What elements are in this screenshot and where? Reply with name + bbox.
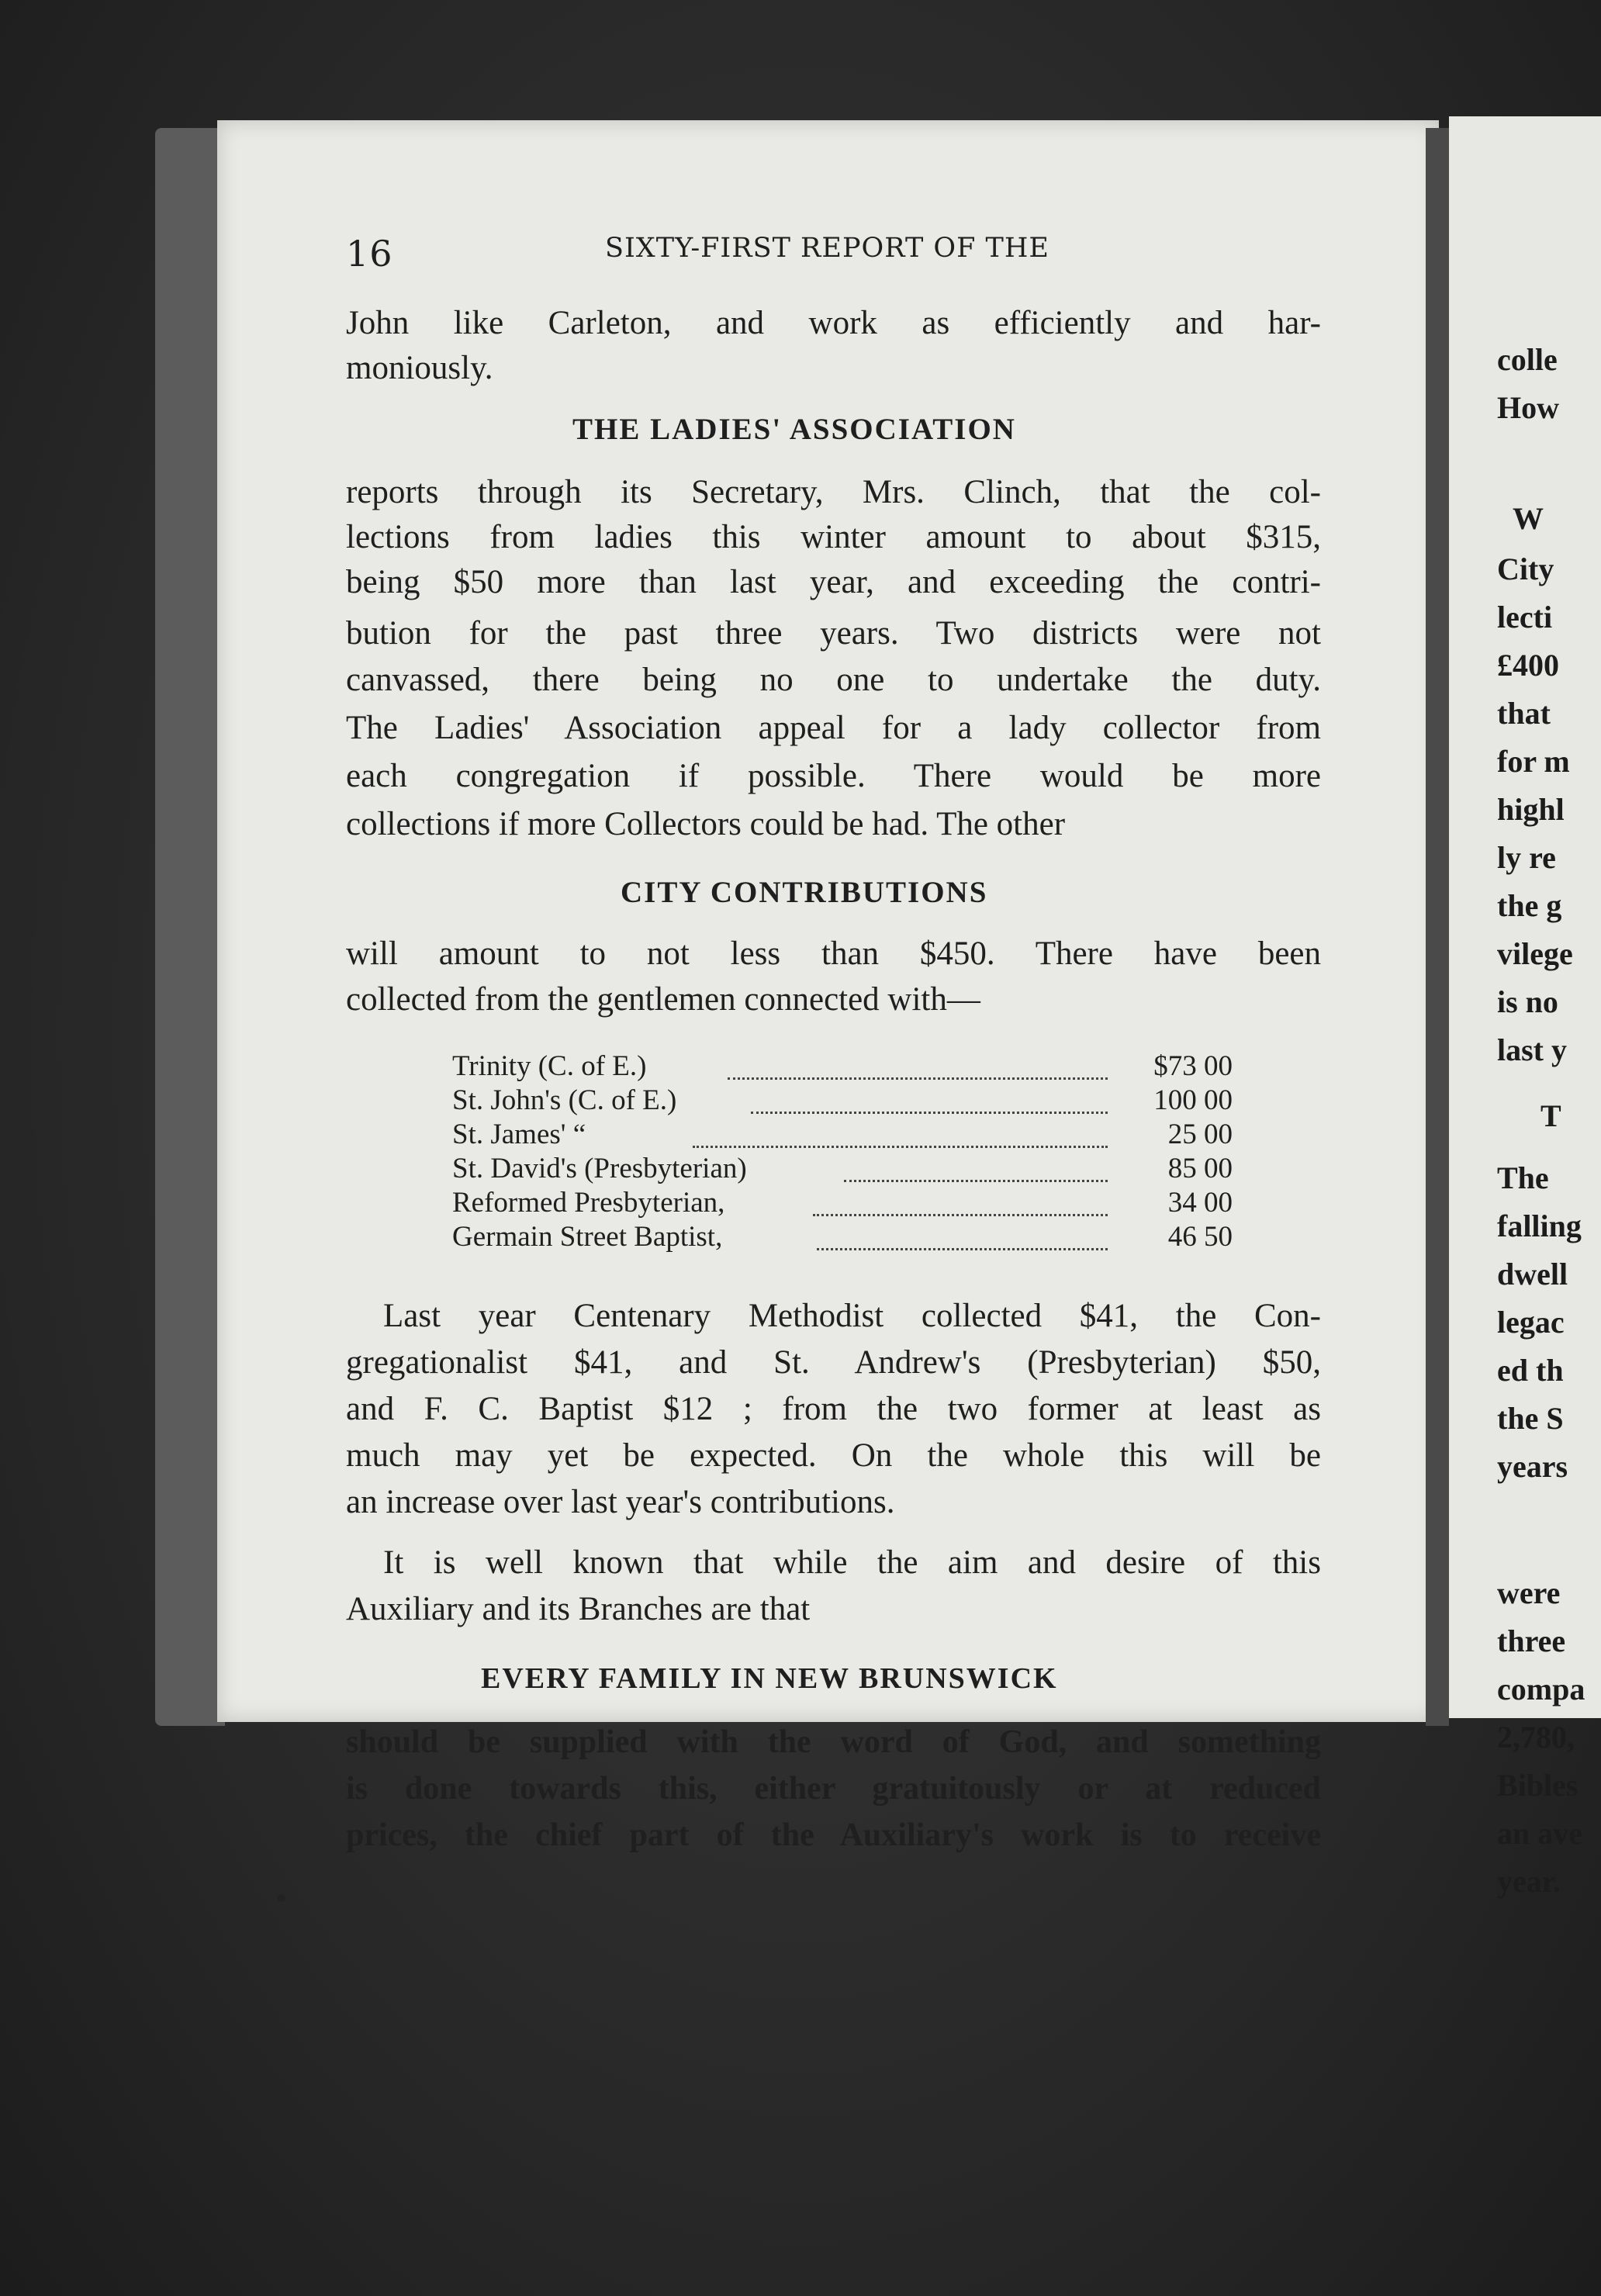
church-name: Trinity (C. of E.) [452, 1050, 647, 1082]
church-name: St. David's (Presbyterian) [452, 1153, 747, 1184]
dot-leader [693, 1118, 1108, 1148]
church-name: St. John's (C. of E.) [452, 1084, 677, 1116]
body-line: will amount to not less than $450. There have been [346, 935, 1321, 972]
body-line: Last year Centenary Methodist collected $41, the Con- [383, 1298, 1321, 1334]
right-page-fragment: T [1540, 1098, 1561, 1133]
dot-leader [751, 1084, 1108, 1114]
right-page [1449, 116, 1601, 1899]
heading-every-family: EVERY FAMILY IN NEW BRUNSWICK [481, 1662, 1058, 1695]
right-page-fragment: highl [1497, 792, 1565, 827]
body-line: each congregation if possible. There would be more [346, 758, 1321, 794]
body-line: collected from the gentlemen connected with— [346, 981, 980, 1018]
body-line: collections if more Collectors could be had. The other [346, 806, 1066, 842]
church-name: St. James' “ [452, 1119, 586, 1150]
body-line: canvassed, there being no one to undertake the duty. [346, 662, 1321, 698]
right-page-fragment: legac [1497, 1305, 1565, 1340]
right-page-fragment: W [1513, 501, 1544, 536]
right-page-fragment: vilege [1497, 936, 1573, 971]
right-page-fragment: City [1497, 552, 1554, 586]
body-line: gregationalist $41, and St. Andrew's (Presbyterian) $50, [346, 1344, 1321, 1381]
body-line: prices, the chief part of the Auxiliary's work is to receive [346, 1817, 1321, 1853]
body-line: should be supplied with the word of God, and something [346, 1724, 1321, 1760]
dot-leader [817, 1220, 1108, 1250]
running-head: SIXTY-FIRST REPORT OF THE [605, 233, 1049, 264]
right-page-fragment: Bibles [1497, 1768, 1579, 1803]
amount: 100 00 [1153, 1084, 1233, 1116]
body-line: moniously. [346, 350, 493, 386]
body-line: being $50 more than last year, and exceeding the contri- [346, 564, 1321, 600]
amount: 46 50 [1167, 1221, 1233, 1253]
body-line: bution for the past three years. Two districts were not [346, 615, 1321, 652]
dot-leader [728, 1049, 1108, 1080]
amount: 34 00 [1167, 1187, 1233, 1219]
amount: 25 00 [1167, 1119, 1233, 1150]
body-line: It is well known that while the aim and desire of this [383, 1544, 1321, 1581]
right-page-fragment: lecti [1497, 600, 1553, 635]
right-page-fragment: is no [1497, 984, 1558, 1019]
body-line: and F. C. Baptist $12 ; from the two former at least as [346, 1391, 1321, 1427]
body-line: much may yet be expected. On the whole this will be [346, 1437, 1321, 1474]
right-page-fragment: 2,780, [1497, 1720, 1575, 1755]
right-page-fragment: three [1497, 1623, 1566, 1658]
right-page-fragment: ly re [1497, 840, 1556, 875]
right-page-fragment: year. [1497, 1864, 1561, 1899]
right-page-fragment: last y [1497, 1032, 1567, 1067]
body-line: is done towards this, either gratuitously or at reduced [346, 1771, 1321, 1807]
book-edge [155, 128, 225, 1726]
heading-ladies-association: THE LADIES' ASSOCIATION [572, 413, 1016, 446]
heading-city-contributions: CITY CONTRIBUTIONS [621, 876, 988, 909]
right-page-fragment: the g [1497, 888, 1562, 923]
body-line: reports through its Secretary, Mrs. Clinch, that the col- [346, 474, 1321, 510]
church-name: Reformed Presbyterian, [452, 1187, 725, 1219]
right-page-fragment: How [1497, 390, 1559, 425]
right-page-fragment: an ave [1497, 1816, 1582, 1851]
body-line: lections from ladies this winter amount to about $315, [346, 519, 1321, 555]
body-line: an increase over last year's contributions. [346, 1484, 895, 1520]
right-page-fragment: years [1497, 1449, 1568, 1484]
amount: $73 00 [1153, 1050, 1233, 1082]
right-page-fragment: ed th [1497, 1353, 1564, 1388]
gutter [1426, 128, 1449, 1726]
ink-speck [278, 1894, 285, 1902]
dot-leader [844, 1152, 1108, 1182]
right-page-fragment: The [1497, 1160, 1549, 1195]
right-page-fragment: colle [1497, 342, 1558, 377]
right-page-fragment: for m [1497, 744, 1570, 779]
right-page-fragment: were [1497, 1575, 1561, 1610]
dot-leader [813, 1186, 1108, 1216]
amount: 85 00 [1167, 1153, 1233, 1184]
body-line: The Ladies' Association appeal for a lady collector from [346, 710, 1321, 746]
right-page-fragment: dwell [1497, 1257, 1568, 1292]
right-page-fragment: that [1497, 696, 1551, 731]
right-page-fragment: the S [1497, 1401, 1564, 1436]
body-line: John like Carleton, and work as efficiently and har- [346, 305, 1321, 341]
right-page-fragment: falling [1497, 1209, 1582, 1243]
right-page-fragment: compa [1497, 1672, 1585, 1706]
body-line: Auxiliary and its Branches are that [346, 1591, 811, 1627]
page-number: 16 [346, 233, 393, 275]
right-page-fragment: £400 [1497, 648, 1559, 683]
church-name: Germain Street Baptist, [452, 1221, 723, 1253]
